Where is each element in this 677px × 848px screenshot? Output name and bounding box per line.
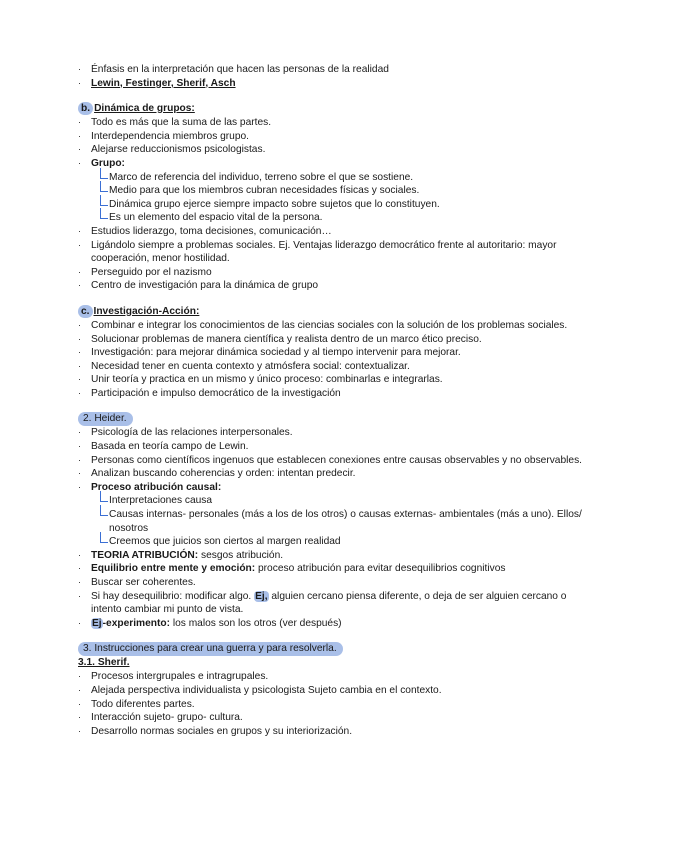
- list-item: · Combinar e integrar los conocimientos de las ciencias sociales con la solución de los problemas sociales.: [78, 319, 568, 331]
- arrow-icon: [100, 505, 108, 516]
- list-item: · Basada en teoría campo de Lewin.: [78, 441, 249, 453]
- arrow-icon: [100, 195, 108, 206]
- list-item: · Estudios liderazgo, toma decisiones, comunicación…: [78, 225, 332, 237]
- list-item: · Necesidad tener en cuenta contexto y atmósfera social: contextualizar.: [78, 360, 410, 372]
- section-2-heading: [78, 411, 598, 426]
- sub-item: Creemos que juicios son ciertos al margen realidad: [78, 535, 598, 549]
- sub-item: Medio para que los miembros cubran necesidades físicas y sociales.: [78, 184, 598, 198]
- arrow-icon: [100, 181, 108, 192]
- list-item: · Interdependencia miembros grupo.: [78, 130, 250, 142]
- list-item: · Alejada perspectiva individualista y psicologista Sujeto cambia en el contexto.: [78, 684, 442, 696]
- section-b-heading: [78, 101, 598, 116]
- list-item: · Personas como científicos ingenuos que establecen conexiones entre causas observables y no observables.: [78, 454, 582, 466]
- equilibrio-label: Equilibrio entre mente y emoción:: [91, 563, 256, 575]
- subsection-title: 3.1. Sherif.: [78, 657, 130, 669]
- bullet: ·: [78, 77, 81, 88]
- list-item: · Equilibrio entre mente y emoción: proceso atribución para evitar desequilibrios cognitivos: [78, 563, 506, 575]
- list-item: · Perseguido por el nazismo: [78, 266, 212, 278]
- list-item: · Proceso atribución causal:: [78, 481, 222, 493]
- section-c-title: Investigación-Acción:: [93, 305, 200, 317]
- list-item: · Todo es más que la suma de las partes.: [78, 117, 272, 129]
- list-item: · Énfasis en la interpretación que hacen las personas de la realidad: [78, 64, 389, 75]
- sub-item: Es un elemento del espacio vital de la persona.: [78, 211, 598, 225]
- list-item: · Interacción sujeto- grupo- cultura.: [78, 712, 243, 724]
- list-item: · Grupo:: [78, 157, 125, 169]
- section-3-heading: [78, 641, 598, 656]
- sub-item: Marco de referencia del individuo, terreno sobre el que se sostiene.: [78, 171, 598, 185]
- sub-item: Dinámica grupo ejerce siempre impacto sobre sujetos que lo constituyen.: [78, 198, 598, 212]
- authors-line: Lewin, Festinger, Sherif, Asch: [91, 77, 236, 89]
- ej-highlight: Ej,: [255, 590, 268, 602]
- list-item: · Unir teoría y practica en un mismo y único proceso: combinarlas e integrarlas.: [78, 374, 443, 386]
- list-item: · Participación e impulso democrático de la investigación: [78, 387, 341, 399]
- list-item: · Investigación: para mejorar dinámica sociedad y al tiempo intervenir para mejorar.: [78, 347, 461, 359]
- list-item: · Centro de investigación para la dinámica de grupo: [78, 280, 319, 292]
- list-item: · Ligándolo siempre a problemas sociales. Ej. Ventajas liderazgo democrático frente al autoritario: mayor cooperación, menor hostilidad.: [78, 239, 557, 265]
- sub-item: Causas internas- personales (más a los de los otros) o causas externas- ambientales (más a uno). Ellos/ nosotros: [78, 508, 598, 535]
- sub-item: Interpretaciones causa: [78, 494, 598, 508]
- list-item: [78, 77, 598, 91]
- grupo-label: Grupo:: [91, 157, 125, 169]
- list-item: · Desarrollo normas sociales en grupos y su interiorización.: [78, 725, 353, 737]
- section-letter-c: c.: [78, 305, 93, 318]
- list-item: · Solucionar problemas de manera científica y realista dentro de un marco ético preciso.: [78, 333, 482, 345]
- arrow-icon: [100, 532, 108, 543]
- section-letter-b: b.: [78, 102, 93, 115]
- section-c-heading: [78, 304, 598, 319]
- list-item: · Procesos intergrupales e intragrupales.: [78, 671, 269, 683]
- proceso-label: Proceso atribución causal:: [91, 481, 222, 493]
- list-item: · Alejarse reduccionismos psicologistas.: [78, 144, 266, 156]
- list-item: · Si hay desequilibrio: modificar algo. Ej, alguien cercano piensa diferente, o deja de ser alguien cercano o intento cambiar mi punto de vista.: [78, 590, 567, 616]
- section-2-title: 2. Heider.: [78, 412, 133, 426]
- list-item: · TEORIA ATRIBUCIÓN: sesgos atribución.: [78, 549, 284, 561]
- list-item: · Buscar ser coherentes.: [78, 577, 196, 588]
- list-item: · Ej-experimento: los malos son los otros (ver después): [78, 617, 342, 629]
- teoria-label: TEORIA ATRIBUCIÓN:: [91, 549, 199, 561]
- list-item: · Analizan buscando coherencias y orden: intentan predecir.: [78, 468, 356, 480]
- bullet: ·: [78, 64, 81, 74]
- arrow-icon: [100, 208, 108, 219]
- list-item: · Psicología de las relaciones interpersonales.: [78, 427, 293, 439]
- section-3-title: 3. Instrucciones para crear una guerra y para resolverla.: [78, 642, 343, 656]
- arrow-icon: [100, 491, 108, 502]
- list-item: · Todo diferentes partes.: [78, 698, 195, 710]
- ej-highlight: Ej: [92, 617, 102, 629]
- section-b-title: Dinámica de grupos:: [94, 102, 195, 114]
- document-content: [78, 63, 598, 738]
- arrow-icon: [100, 168, 108, 179]
